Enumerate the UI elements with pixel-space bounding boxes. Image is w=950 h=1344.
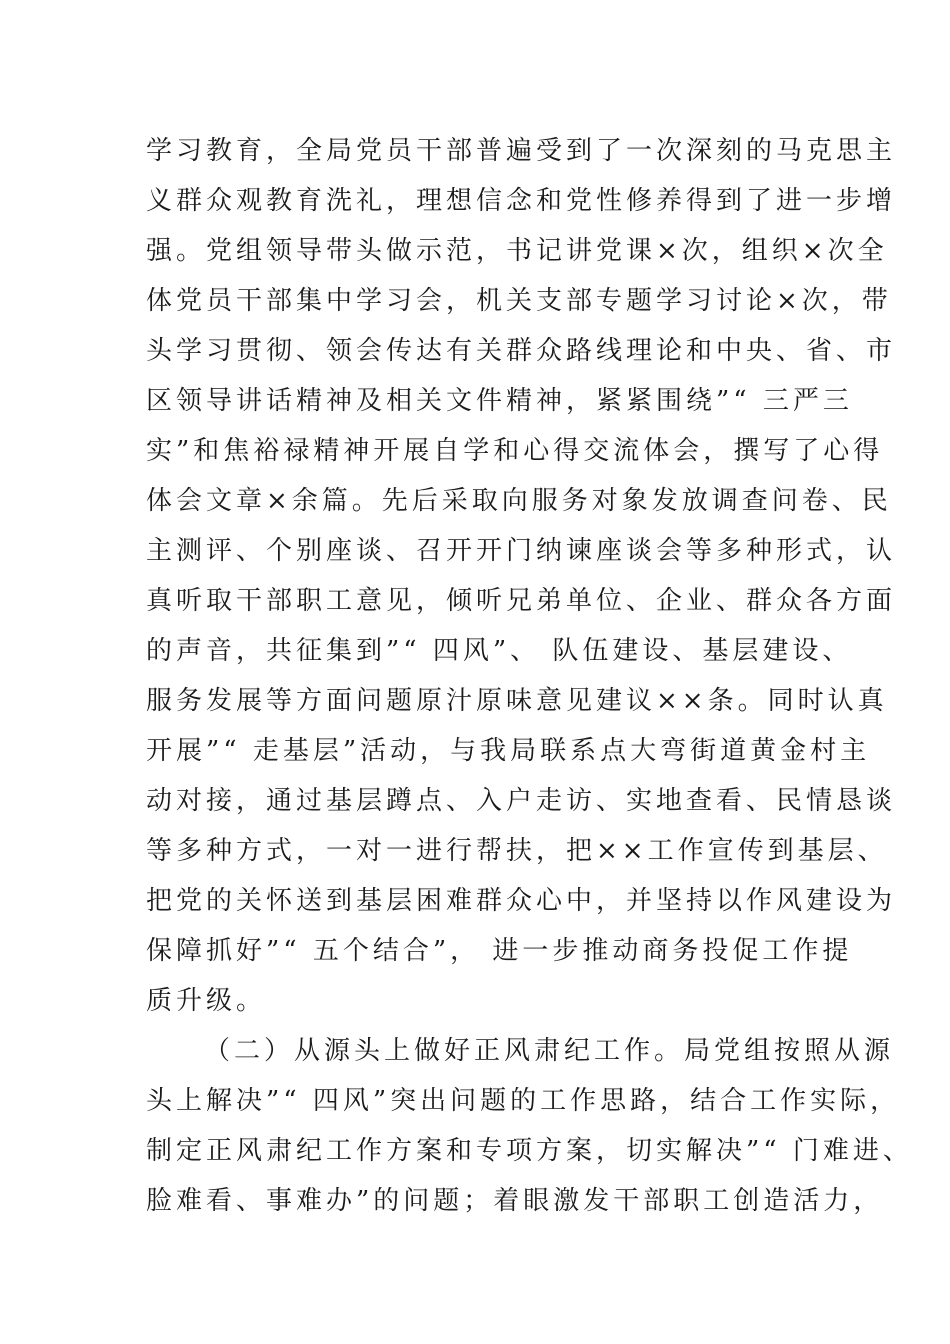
text-line: 实”和焦裕禄精神开展自学和心得交流体会，撰写了心得 [146, 436, 884, 466]
text-line: 开展”“ 走基层”活动，与我局联系点大弯街道黄金村主 [146, 736, 871, 766]
text-line: 学习教育，全局党员干部普遍受到了一次深刻的马克思主 [146, 136, 897, 166]
text-line: 体会文章×余篇。先后采取向服务对象发放调查问卷、民 [146, 486, 892, 516]
text-line: 服务发展等方面问题原汁原味意见建议××条。同时认真 [146, 686, 888, 716]
text-line: 真听取干部职工意见，倾听兄弟单位、企业、群众各方面 [146, 586, 897, 616]
text-line: 强。党组领导带头做示范，书记讲党课×次，组织×次全 [146, 236, 888, 266]
text-line: 头学习贯彻、领会传达有关群众路线理论和中央、省、市 [146, 336, 897, 366]
text-line: 质升级。 [146, 986, 267, 1016]
text-line: 区领导讲话精神及相关文件精神，紧紧围绕”“ 三严三 [146, 386, 853, 416]
text-line: 主测评、个别座谈、召开开门纳谏座谈会等多种形式，认 [146, 536, 897, 566]
text-line: 的声音，共征集到”“ 四风”、 队伍建设、基层建设、 [146, 636, 853, 666]
text-line: 等多种方式，一对一进行帮扶，把××工作宣传到基层、 [146, 836, 888, 866]
text-line: 脸难看、事难办”的问题；着眼激发干部职工创造活力， [146, 1186, 884, 1216]
text-line: 动对接，通过基层蹲点、入户走访、实地查看、民情恳谈 [146, 786, 897, 816]
text-line: 义群众观教育洗礼，理想信念和党性修养得到了进一步增 [146, 186, 897, 216]
paragraph-heading-line: （二）从源头上做好正风肃纪工作。局党组按照从源 [204, 1036, 895, 1066]
text-line: 制定正风肃纪工作方案和专项方案，切实解决”“ 门难进、 [146, 1136, 913, 1166]
text-line: 体党员干部集中学习会，机关支部专题学习讨论×次，带 [146, 286, 892, 316]
text-line: 保障抓好”“ 五个结合”， 进一步推动商务投促工作提 [146, 936, 853, 966]
body-text [146, 126, 913, 1226]
text-line: 头上解决”“ 四风”突出问题的工作思路，结合工作实际， [146, 1086, 901, 1116]
text-line: 把党的关怀送到基层困难群众心中，并坚持以作风建设为 [146, 886, 897, 916]
